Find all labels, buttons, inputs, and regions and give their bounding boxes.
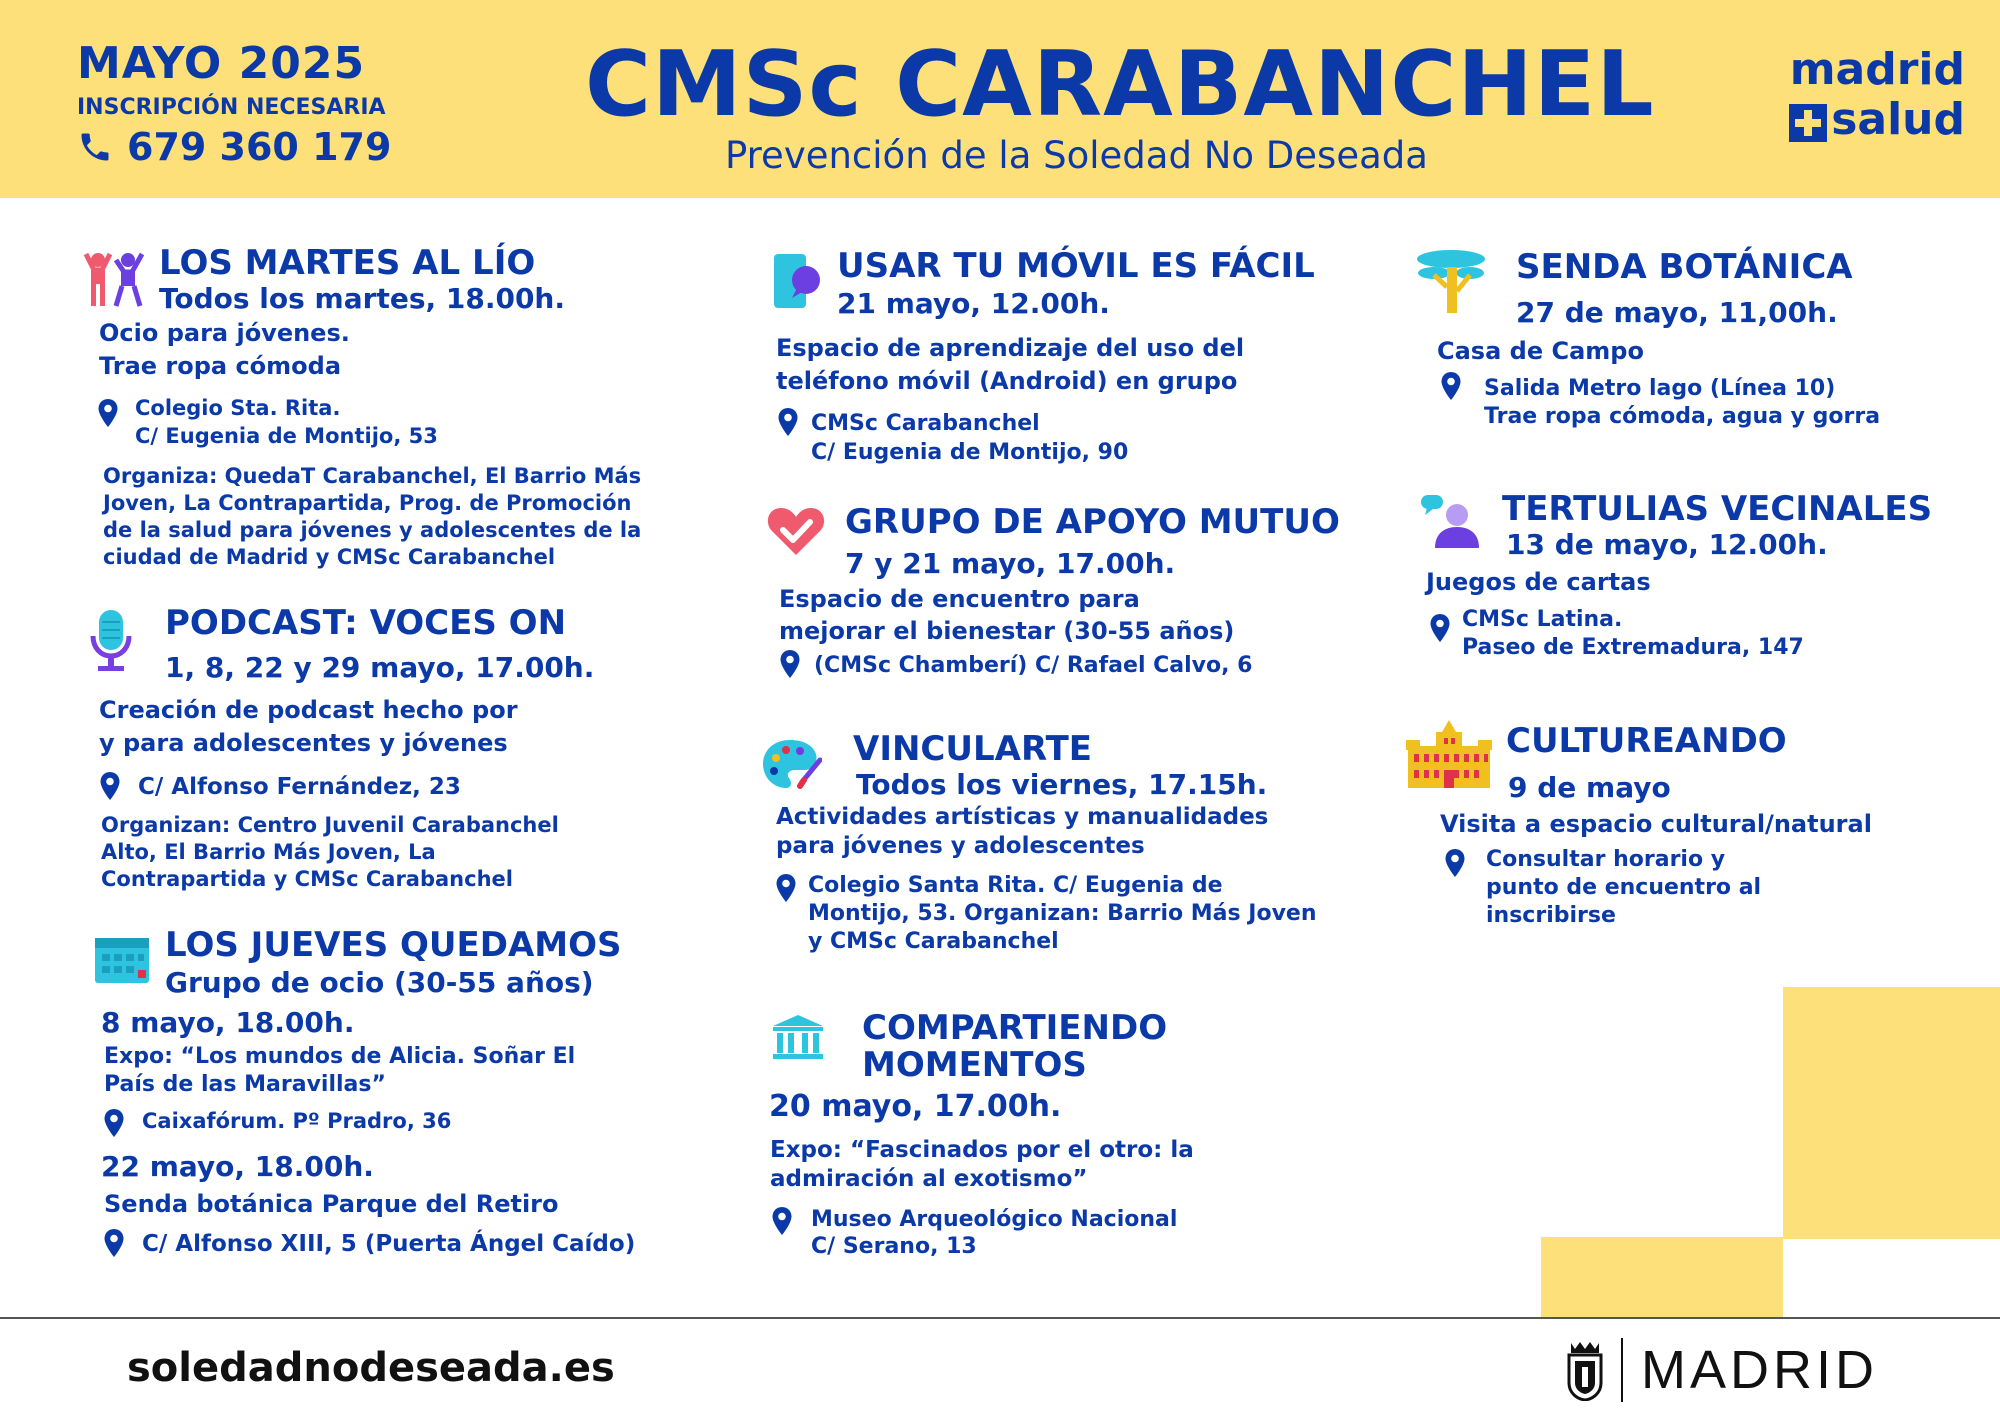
inscription-note: INSCRIPCIÓN NECESARIA [77, 95, 386, 120]
event-date: 9 de mayo [1508, 771, 1671, 804]
event-date: Todos los viernes, 17.15h. [856, 768, 1268, 801]
location-pin-icon [779, 649, 801, 679]
phone-chat-icon [772, 252, 822, 310]
event-location: punto de encuentro al [1486, 875, 1762, 900]
event-description: Actividades artísticas y manualidades [776, 804, 1269, 830]
event-title: USAR TU MÓVIL ES FÁCIL [837, 246, 1315, 286]
heart-check-icon [766, 505, 826, 557]
event-location: C/ Eugenia de Montijo, 53 [135, 424, 438, 448]
event-date: 20 mayo, 17.00h. [769, 1089, 1062, 1124]
event-title: CULTUREANDO [1506, 721, 1787, 761]
plus-icon [1789, 104, 1827, 142]
event-location: inscribirse [1486, 903, 1616, 928]
event-organizers: de la salud para jóvenes y adolescentes de la [103, 518, 642, 542]
event-description: Expo: “Los mundos de Alicia. Soñar El [104, 1044, 576, 1069]
event-date: 13 de mayo, 12.00h. [1506, 528, 1828, 561]
website-link[interactable]: soledadnodeseada.es [127, 1345, 615, 1391]
event-description: admiración al exotismo” [770, 1166, 1088, 1192]
event-organizers: ciudad de Madrid y CMSc Carabanchel [103, 545, 556, 569]
calendar-icon [94, 934, 150, 984]
phone-number: 679 360 179 [127, 125, 392, 169]
logo-separator [1621, 1338, 1623, 1402]
event-organizers: Contrapartida y CMSc Carabanchel [101, 867, 513, 891]
madrid-wordmark: MADRID [1641, 1340, 1878, 1400]
event-location: C/ Alfonso Fernández, 23 [138, 774, 461, 800]
event-location: Museo Arqueológico Nacional [811, 1207, 1178, 1232]
event-description: Casa de Campo [1437, 337, 1644, 365]
footer-divider [0, 1317, 2000, 1319]
event-title: LOS MARTES AL LÍO [159, 243, 536, 283]
location-pin-icon [103, 1228, 125, 1258]
event-date: 8 mayo, 18.00h. [101, 1006, 355, 1039]
event-date: 1, 8, 22 y 29 mayo, 17.00h. [165, 651, 595, 684]
event-title: TERTULIAS VECINALES [1502, 489, 1933, 529]
page-subtitle: Prevención de la Soledad No Deseada [725, 134, 1428, 177]
page-title: CMSc CARABANCHEL [585, 32, 1655, 137]
event-description: teléfono móvil (Android) en grupo [776, 367, 1238, 395]
location-pin-icon [103, 1108, 125, 1138]
microphone-icon [88, 608, 134, 674]
location-pin-icon [99, 771, 121, 801]
event-location: (CMSc Chamberí) C/ Rafael Calvo, 6 [814, 653, 1253, 678]
event-title: PODCAST: VOCES ON [165, 603, 567, 643]
event-description: Ocio para jóvenes. [99, 319, 350, 347]
event-location: Salida Metro lago (Línea 10) [1484, 376, 1836, 401]
location-pin-icon [1429, 613, 1451, 643]
location-pin-icon [777, 407, 799, 437]
phone-icon [77, 129, 113, 165]
event-date: 21 mayo, 12.00h. [837, 287, 1110, 320]
event-description: y para adolescentes y jóvenes [99, 729, 508, 757]
tree-icon [1414, 247, 1488, 315]
decorative-block [1541, 1237, 1783, 1319]
event-location: C/ Eugenia de Montijo, 90 [811, 440, 1129, 465]
event-description: para jóvenes y adolescentes [776, 833, 1145, 859]
event-organizers: Alto, El Barrio Más Joven, La [101, 840, 436, 864]
event-description: Expo: “Fascinados por el otro: la [770, 1137, 1194, 1163]
madrid-city-logo [1565, 1335, 1878, 1405]
people-icon [80, 250, 148, 308]
event-description: País de las Maravillas” [104, 1072, 386, 1097]
event-location: Paseo de Extremadura, 147 [1462, 635, 1804, 660]
event-organizers: Organizan: Centro Juvenil Carabanchel [101, 813, 559, 837]
location-pin-icon [97, 398, 119, 428]
logo-text-madrid: madrid [1789, 44, 1965, 95]
event-title: SENDA BOTÁNICA [1516, 247, 1853, 287]
madrid-salud-logo [1785, 44, 1965, 148]
event-subtitle: Grupo de ocio (30-55 años) [165, 966, 594, 999]
event-title: GRUPO DE APOYO MUTUO [845, 502, 1340, 542]
event-location: CMSc Latina. [1462, 607, 1623, 632]
event-location: Consultar horario y [1486, 847, 1726, 872]
event-date: 27 de mayo, 11,00h. [1516, 296, 1838, 329]
logo-text-salud: salud [1831, 94, 1965, 145]
event-title: COMPARTIENDO [862, 1008, 1168, 1048]
event-location: y CMSc Carabanchel [808, 929, 1059, 954]
event-title: MOMENTOS [862, 1045, 1087, 1085]
event-location: C/ Alfonso XIII, 5 (Puerta Ángel Caído) [142, 1231, 636, 1257]
month-label: MAYO 2025 [77, 38, 366, 89]
museum-icon [771, 1014, 825, 1060]
location-pin-icon [775, 873, 797, 903]
location-pin-icon [1440, 371, 1462, 401]
palette-icon [762, 738, 822, 790]
madrid-coat-of-arms-icon [1565, 1339, 1605, 1401]
event-location: Trae ropa cómoda, agua y gorra [1484, 404, 1881, 429]
building-icon [1406, 720, 1492, 790]
header-banner [0, 0, 2000, 198]
decorative-block [1783, 987, 2000, 1239]
location-pin-icon [1444, 848, 1466, 878]
event-location: Montijo, 53. Organizan: Barrio Más Joven [808, 901, 1317, 926]
event-title: VINCULARTE [853, 729, 1093, 769]
event-description: Trae ropa cómoda [99, 352, 342, 380]
event-location: Caixafórum. Pº Pradro, 36 [142, 1109, 452, 1133]
event-description: Espacio de encuentro para [779, 585, 1140, 613]
event-date: 7 y 21 mayo, 17.00h. [845, 547, 1176, 580]
event-description: mejorar el bienestar (30-55 años) [779, 617, 1235, 645]
person-chat-icon [1419, 493, 1481, 549]
event-location: C/ Serano, 13 [811, 1234, 977, 1259]
event-organizers: Joven, La Contrapartida, Prog. de Promoción [103, 491, 632, 515]
event-description: Juegos de cartas [1426, 568, 1651, 596]
event-organizers: Organiza: QuedaT Carabanchel, El Barrio Más [103, 464, 642, 488]
event-location: CMSc Carabanchel [811, 411, 1040, 436]
event-date: 22 mayo, 18.00h. [101, 1150, 374, 1183]
event-title: LOS JUEVES QUEDAMOS [165, 925, 622, 965]
event-description: Senda botánica Parque del Retiro [104, 1190, 559, 1218]
event-location: Colegio Santa Rita. C/ Eugenia de [808, 873, 1223, 898]
event-description: Espacio de aprendizaje del uso del [776, 334, 1245, 362]
location-pin-icon [771, 1206, 793, 1236]
event-date: Todos los martes, 18.00h. [159, 282, 565, 315]
event-location: Colegio Sta. Rita. [135, 396, 341, 420]
event-description: Visita a espacio cultural/natural [1440, 810, 1872, 838]
event-description: Creación de podcast hecho por [99, 696, 518, 724]
phone-contact[interactable] [77, 125, 391, 169]
